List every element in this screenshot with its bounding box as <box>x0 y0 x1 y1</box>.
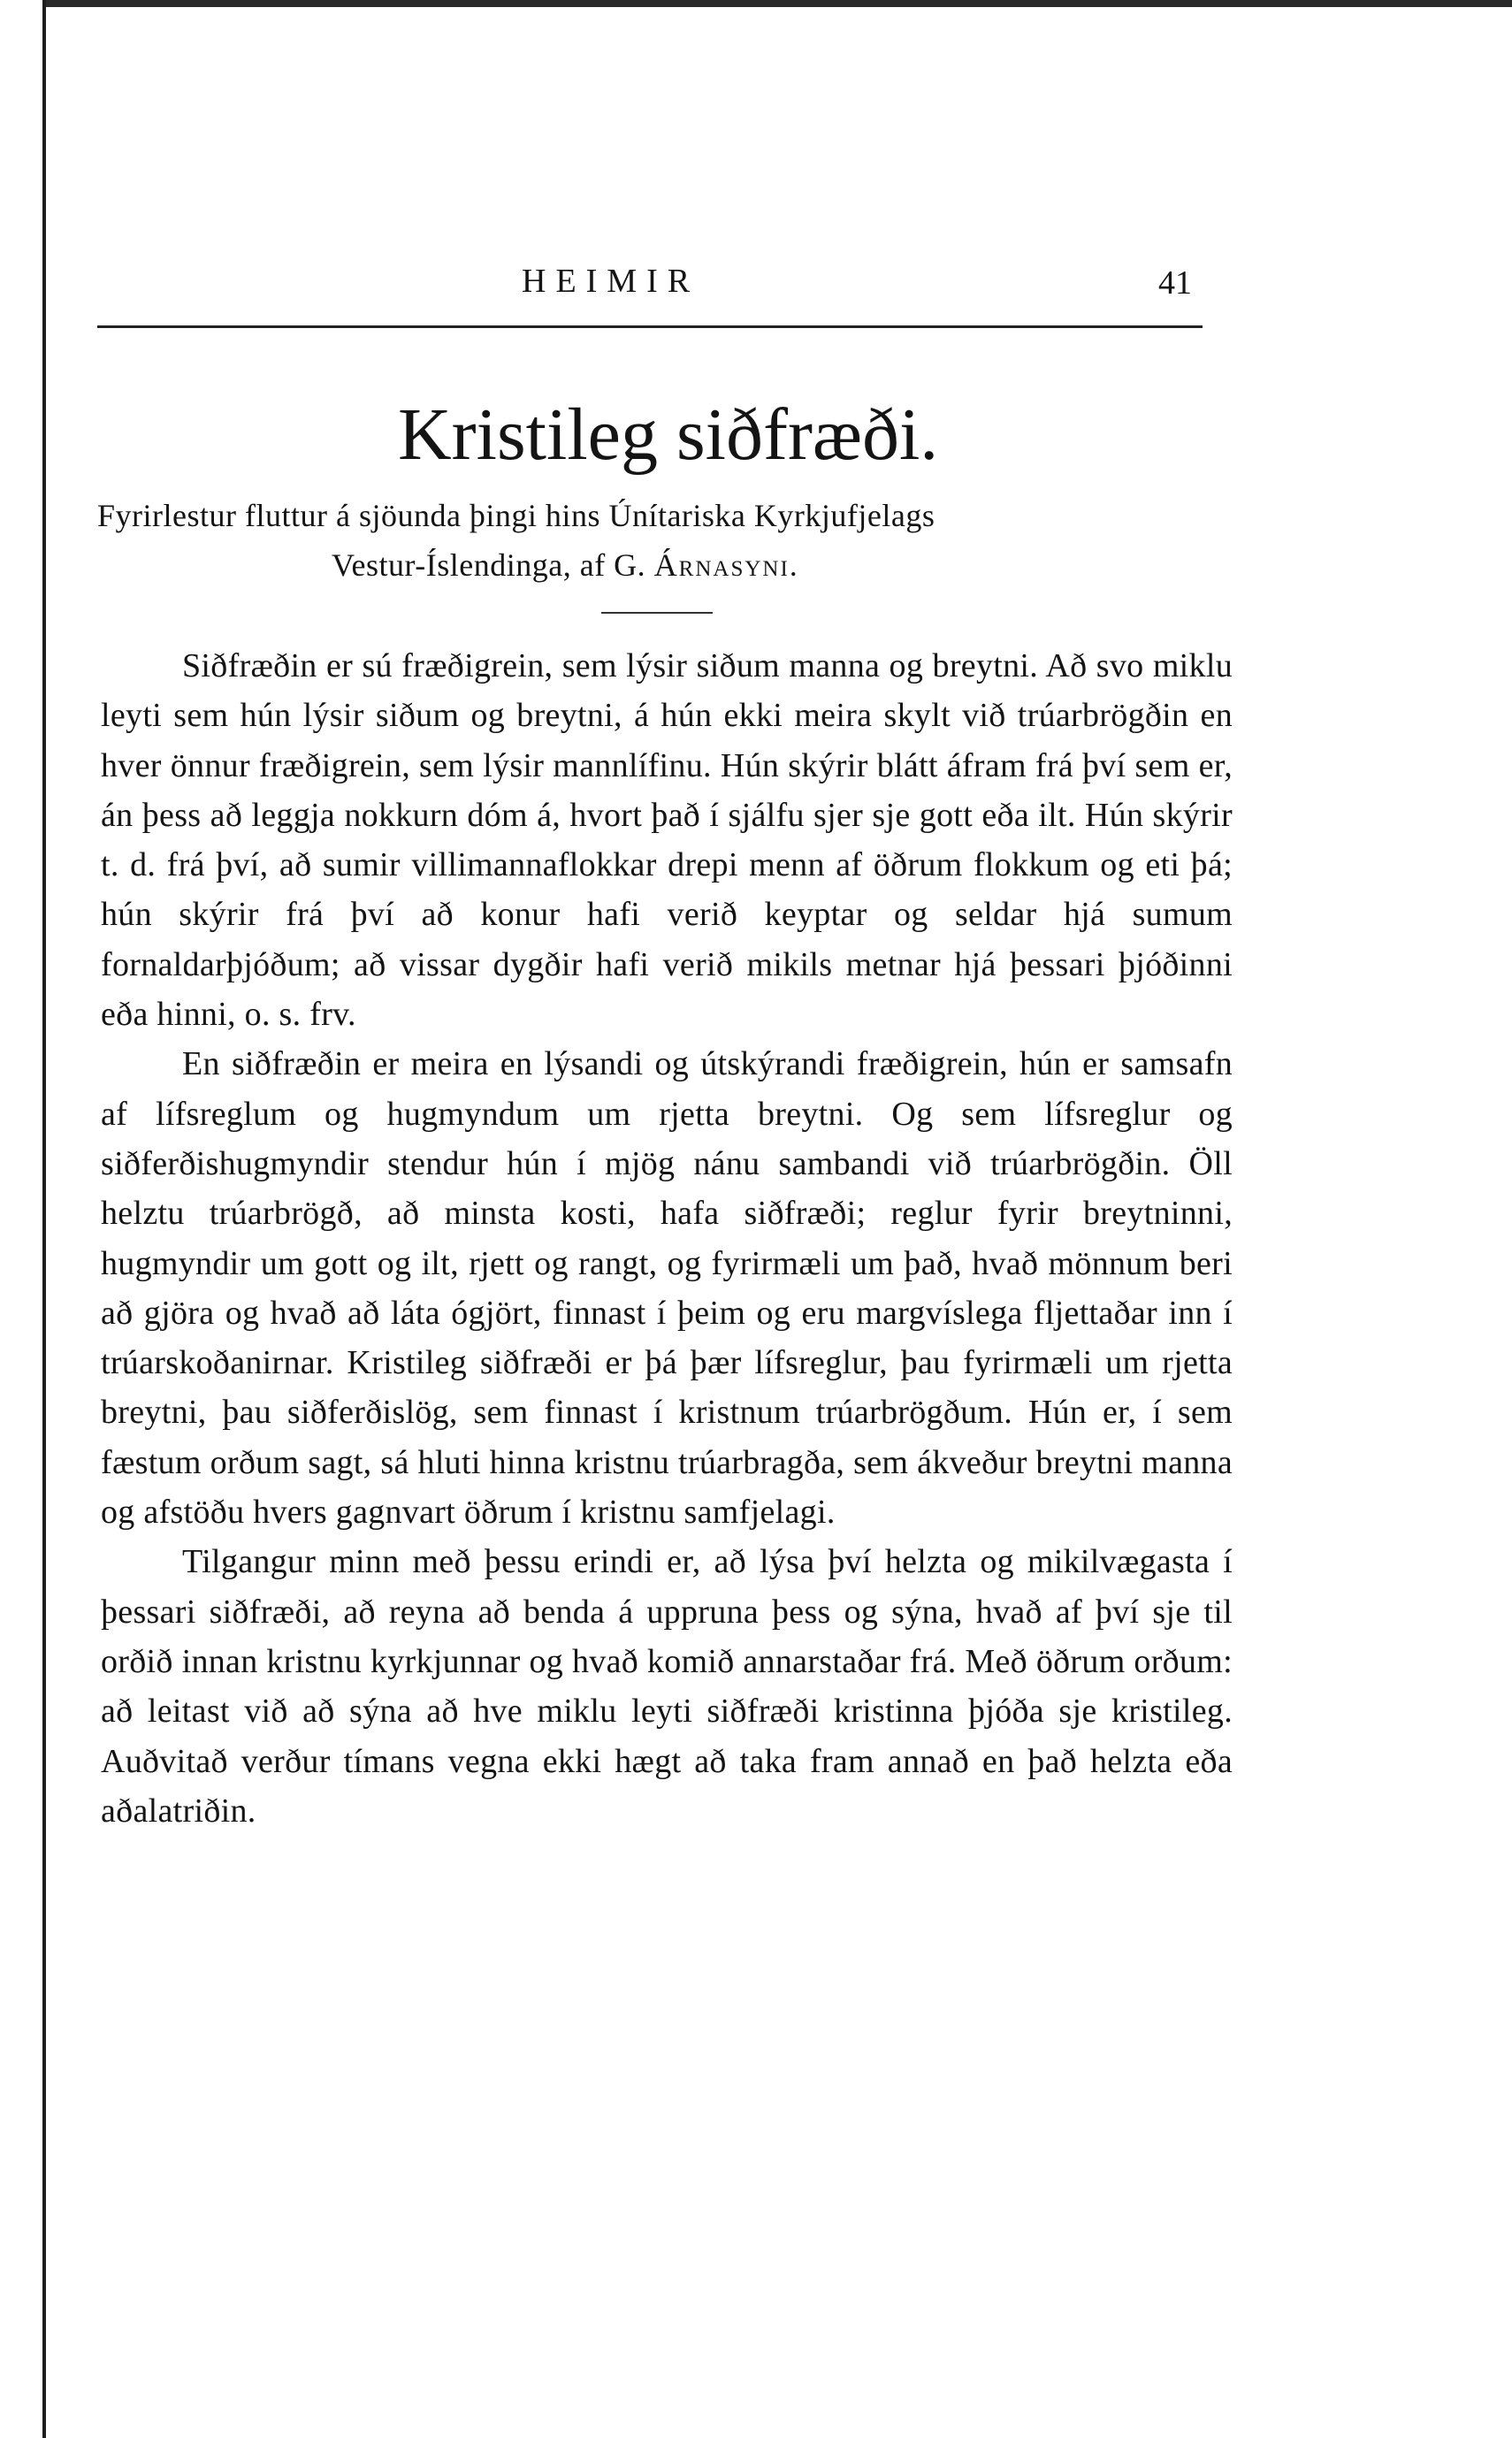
article-body <box>101 641 1233 1836</box>
article-subtitle-line-2 <box>332 546 799 584</box>
page-binding-edge <box>0 0 46 2438</box>
author-name: Árnasyni. <box>653 547 799 583</box>
article-subtitle-line-1: Fyrirlestur fluttur á sjöunda þingi hins Únítariska Kyrkjufjelags <box>97 498 935 533</box>
running-header-title: HEIMIR <box>522 263 700 300</box>
paragraph: Siðfræðin er sú fræðigrein, sem lýsir siðum manna og breytni. Að svo miklu leyti sem hún lýsir siðum og breytni, á hún ekki meira skylt við trúarbrögðin en hver önnur fræðigrein, sem lýsir mannlífinu. Hún skýrir blátt áfram frá því sem er, án þess að leggja nokkurn dóm á, hvort það í sjálfu sjer sje gott eða ilt. Hún skýrir t. d. frá því, að sumir villimannaflokkar drepi menn af öðrum flokkum og eti þá; hún skýrir frá því að konur hafi verið keyptar og seldar hjá sumum fornaldarþjóðum; að vissar dygðir hafi verið mikils metnar hjá þessari þjóðinni eða hinni, o. s. frv. <box>101 647 1233 1034</box>
subtitle-prefix: Vestur-Íslendinga, af G. <box>332 547 646 583</box>
article-title: Kristileg siðfræði. <box>398 394 939 476</box>
page-top-edge <box>0 0 1512 7</box>
paragraph: En siðfræðin er meira en lýsandi og útskýrandi fræðigrein, hún er samsafn af lífsreglum og hugmyndum um rjetta breytni. Og sem lífsreglur og siðferðishugmyndir stendur hún í mjög nánu sambandi við trúarbrögðin. Öll helztu trúarbrögð, að minsta kosti, hafa siðfræði; reglur fyrir breytninni, hugmyndir um gott og ilt, rjett og rangt, og fyrirmæli um það, hvað mönnum beri að gjöra og hvað að láta ógjört, finnast í þeim og eru margvíslega fljettaðar inn í trúarskoðanirnar. Kristileg siðfræði er þá þær lífsreglur, þau fyrirmæli um rjetta breytni, þau siðferðislög, sem finnast í kristnum trúarbrögðum. Hún er, í sem fæstum orðum sagt, sá hluti hinna kristnu trúarbragða, sem ákveður breytni manna og afstöðu hvers gagnvart öðrum í kristnu samfjelagi. <box>101 1045 1233 1532</box>
page-number: 41 <box>1158 264 1192 302</box>
title-separator-rule <box>601 612 713 614</box>
header-rule <box>97 325 1203 328</box>
paragraph: Tilgangur minn með þessu erindi er, að lýsa því helzta og mikilvægasta í þessari siðfræði, að reyna að benda á uppruna þess og sýna, hvað af því sje til orðið innan kristnu kyrkjunnar og hvað komið annarstaðar frá. Með öðrum orðum: að leitast við að sýna að hve miklu leyti siðfræði kristinna þjóða sje kristileg. Auðvitað verður tímans vegna ekki hægt að taka fram annað en það helzta eða aðalatriðin. <box>101 1543 1233 1830</box>
